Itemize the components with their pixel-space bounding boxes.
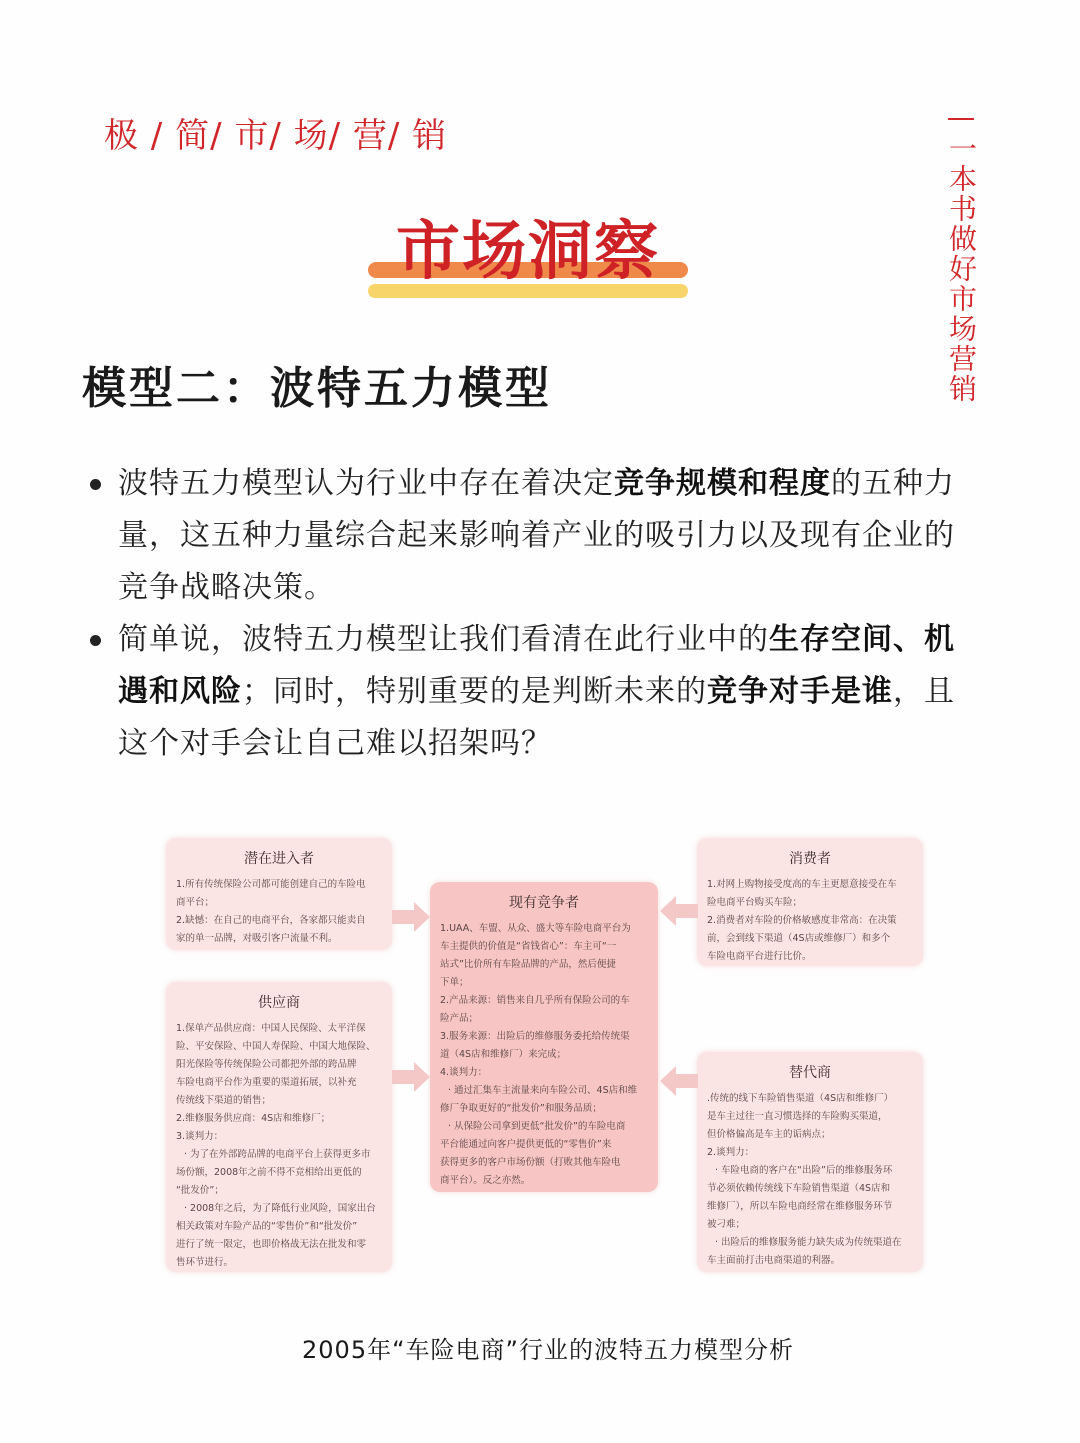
bullet-text: ；同时，特别重要的是判断未来的 xyxy=(242,674,707,709)
box-list-item: 阳光保险等传统保险公司都把外部的跨品牌 xyxy=(176,1059,357,1070)
bullet-bold-text: 竞争规模和程度 xyxy=(614,466,831,501)
box-list-item: 进行了统一限定，也即价格战无法在批发和零 xyxy=(176,1239,367,1250)
figure-caption: 2005年“车险电商”行业的波特五力模型分析 xyxy=(302,1336,794,1364)
box-list-item: 4.谈判力： xyxy=(440,1067,488,1078)
box-list-item: 节必须依赖传统线下车险销售渠道（4S店和 xyxy=(707,1183,891,1194)
arrow-suppliers-to-center xyxy=(392,1060,432,1094)
box-list-item: 场份额，2008年之前不得不竞相给出更低的 xyxy=(176,1167,362,1178)
box-title: 供应商 xyxy=(258,995,300,1011)
box-list-item: 获得更多的客户市场份额（打败其他车险电 xyxy=(440,1157,621,1168)
box-substitutes xyxy=(697,1052,923,1272)
box-list-item: · 通过汇集车主流量来向车险公司、4S店和维 xyxy=(448,1085,638,1096)
box-list-item: · 车险电商的客户在“出险”后的维修服务环 xyxy=(715,1165,893,1176)
box-title: 消费者 xyxy=(789,851,831,867)
box-list xyxy=(166,876,392,948)
box-list-item: 传统线下渠道的销售； xyxy=(176,1095,272,1106)
box-title: 现有竞争者 xyxy=(509,895,579,911)
bullet-text: 波特五力模型认为行业中存在着决定 xyxy=(118,466,614,501)
section-title-block xyxy=(366,200,690,304)
section-title: 市场洞察 xyxy=(396,215,660,289)
box-list-item: 商平台； xyxy=(176,897,215,908)
box-list-item: “批发价”； xyxy=(176,1185,224,1196)
bullet-text: 的五种力量，这五种力量综合起来影响着产业的吸引力以及现有企业的竞争战略决策。 xyxy=(118,466,955,605)
bullet-bold-text: 生存空间、机遇和风险 xyxy=(118,622,955,709)
box-list-item: 2.维修服务供应商：4S店和维修厂； xyxy=(176,1113,331,1124)
box-list-item: 家的单一品牌，对吸引客户流量不利。 xyxy=(176,933,338,944)
box-list-item: 维修厂），所以车险电商经常在维修服务环节 xyxy=(707,1201,893,1212)
bullet-bold-text: 竞争对手是谁 xyxy=(707,674,893,709)
box-list-item: 下单； xyxy=(440,977,469,988)
box-list xyxy=(430,920,658,1190)
tagline-dash xyxy=(948,118,974,120)
box-list-item: 车主提供的价值是“省钱省心”：车主可“一 xyxy=(440,941,617,952)
vertical-tagline xyxy=(944,118,978,404)
box-list-item: 前，会到线下渠道（4S店或维修厂）和多个 xyxy=(707,933,891,944)
box-consumers xyxy=(697,838,923,966)
bullet-list xyxy=(86,458,966,770)
box-list-item: 险电商平台购买车险； xyxy=(707,897,803,908)
arrow-consumers-to-center xyxy=(658,894,698,928)
box-title: 潜在进入者 xyxy=(244,851,314,867)
box-list xyxy=(166,1020,392,1272)
arrow-substitutes-to-center xyxy=(658,1064,698,1098)
box-list-item: 2.消费者对车险的价格敏感度非常高：在决策 xyxy=(707,915,897,926)
box-list-item: 商平台）。反之亦然。 xyxy=(440,1175,531,1186)
box-list xyxy=(697,876,923,966)
box-list-item: 3.服务来源：出险后的维修服务委托给传统渠 xyxy=(440,1031,630,1042)
box-list-item: 3.谈判力： xyxy=(176,1131,224,1142)
bullet-text: ，且这个对手会让自己难以招架吗？ xyxy=(118,674,955,761)
tagline-text: 一本书做好市场营销 xyxy=(945,134,978,404)
box-list-item: 站式”比价所有车险品牌的产品，然后便捷 xyxy=(440,959,616,970)
box-title: 替代商 xyxy=(789,1065,831,1081)
box-list-item: 1.对网上购物接受度高的车主更愿意接受在车 xyxy=(707,879,897,890)
box-list-item: 1.UAA、车盟、从众、盛大等车险电商平台为 xyxy=(440,923,631,934)
box-list-item: 车主面前打击电商渠道的利器。 xyxy=(707,1255,841,1266)
box-list-item: .传统的线下车险销售渠道（4S店和维修厂） xyxy=(707,1093,894,1104)
box-list-item: · 2008年之后，为了降低行业风险，国家出台 xyxy=(184,1203,376,1214)
box-list-item: 是车主过往一直习惯选择的车险购买渠道， xyxy=(707,1111,888,1122)
box-list-item: 1.所有传统保险公司都可能创建自己的车险电 xyxy=(176,879,366,890)
box-list-item: 1.保单产品供应商：中国人民保险、太平洋保 xyxy=(176,1023,366,1034)
bullet-text: 简单说，波特五力模型让我们看清在此行业中的 xyxy=(118,622,769,657)
box-list-item: 险、平安保险、中国人寿保险、中国大地保险、 xyxy=(176,1041,376,1052)
box-list-item: 修厂争取更好的“批发价”和服务品质； xyxy=(440,1103,602,1114)
box-potential-entrants xyxy=(166,838,392,950)
box-list-item: 2.谈判力： xyxy=(707,1147,755,1158)
box-suppliers xyxy=(166,982,392,1272)
bullet-item-2 xyxy=(86,614,966,770)
box-list-item: 相关政策对车险产品的“零售价”和“批发价” xyxy=(176,1221,358,1232)
box-list-item: 道（4S店和维修厂）来完成； xyxy=(440,1049,567,1060)
box-list-item: · 为了在外部跨品牌的电商平台上获得更多市 xyxy=(184,1149,371,1160)
box-list-item: 险产品； xyxy=(440,1013,479,1024)
box-competitors xyxy=(430,882,658,1192)
box-list-item: 车险电商平台作为重要的渠道拓展，以补充 xyxy=(176,1077,357,1088)
box-list-item: 售环节进行。 xyxy=(176,1257,234,1268)
series-title: 极 / 简/ 市/ 场/ 营/ 销 xyxy=(104,116,448,156)
box-list-item: 车险电商平台进行比价。 xyxy=(707,951,812,962)
box-list-item: 但价格偏高是车主的诟病点； xyxy=(707,1129,831,1140)
box-list-item: · 出险后的维修服务能力缺失成为传统渠道在 xyxy=(715,1237,902,1248)
box-list-item: 2.产品来源：销售来自几乎所有保险公司的车 xyxy=(440,995,630,1006)
box-list-item: 平台能通过向客户提供更低的“零售价”来 xyxy=(440,1139,612,1150)
box-list-item: 被刁难； xyxy=(707,1219,746,1230)
bullet-item-1 xyxy=(86,458,966,614)
model-title: 模型二：波特五力模型 xyxy=(82,363,552,414)
box-list xyxy=(697,1090,923,1270)
arrow-entrants-to-center xyxy=(392,900,432,934)
box-list-item: · 从保险公司拿到更低“批发价”的车险电商 xyxy=(448,1121,626,1132)
box-list-item: 2.缺憾：在自己的电商平台，各家都只能卖自 xyxy=(176,915,366,926)
